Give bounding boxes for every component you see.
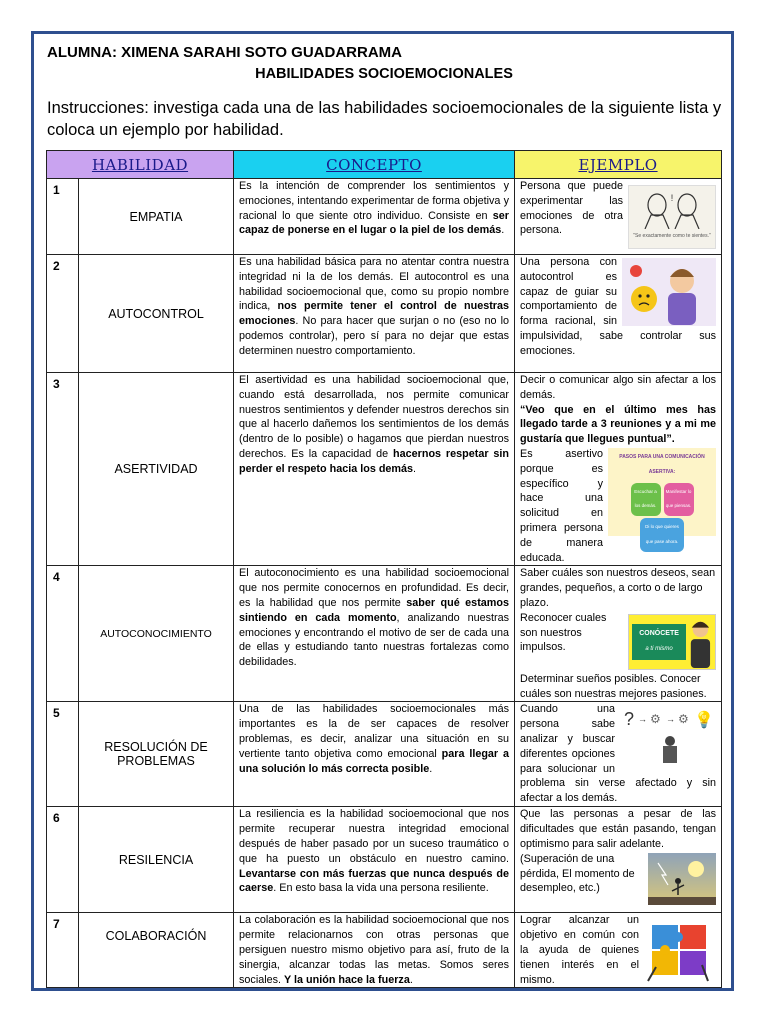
concept-cell: Es una habilidad básica para no atentar contra nuestra integridad ni la de los demás. El autocontrol es una habilidad socioemocional que, como su propio nombre indica, nos permite tener el control de nuestras emociones. No para hacer que surjan o no (eso no lo podemos controlar), pero sí para no dejar que estas determinen nuestro comportamiento. xyxy=(234,255,515,373)
concept-cell: La colaboración es la habilidad socioemocional que nos permite relacionarnos con otras personas que persiguen nuestro mismo objetivo para así, fruto de la sinergia, alcanzar todas las metas. Somos seres sociales. Y la unión hace la fuerza. xyxy=(234,913,515,988)
teamwork-puzzle-image xyxy=(644,917,716,983)
row-number: 3 xyxy=(47,373,79,566)
instructions: Instrucciones: investiga cada una de las habilidades socioemocionales de la siguiente lista y coloca un ejemplo por habilidad. xyxy=(47,99,722,139)
assertive-communication-image: PASOS PARA UNA COMUNICACIÓN ASERTIVA: Escuchar a los demás. Manifestar lo que piensas. Di lo que quieres que pase ahora. xyxy=(608,448,716,536)
problem-solving-image xyxy=(620,705,716,763)
table-row xyxy=(47,179,722,255)
example-cell: Una persona con autocontrol es capaz de guiar su comportamiento de forma racional, sin impulsividad, sabe controlar sus emociones. xyxy=(515,255,722,373)
skill-name: RESILENCIA xyxy=(79,807,234,913)
svg-text:→: → xyxy=(666,714,676,725)
skill-name: COLABORACIÓN xyxy=(79,913,234,988)
header-ejemplo: EJEMPLO xyxy=(515,151,722,179)
table-header-row xyxy=(47,151,722,179)
skill-name: ASERTIVIDAD xyxy=(79,373,234,566)
table-row xyxy=(47,373,722,566)
table-row xyxy=(47,566,722,702)
resilience-image xyxy=(648,853,716,905)
header-concepto: CONCEPTO xyxy=(234,151,515,179)
table-row xyxy=(47,702,722,807)
document-title: HABILIDADES SOCIOEMOCIONALES xyxy=(255,66,513,82)
concept-cell: El autoconocimiento es una habilidad socioemocional que nos permite conocernos en profundidad. Es decir, es la habilidad que nos permite saber qué estamos sintiendo en cada momento, analizando nuestras emociones y encontrando el motivo de ser de cada una de ellas y estudiando tanto nuestras fortalezas como debilidades. xyxy=(234,566,515,702)
example-cell: Que las personas a pesar de las dificultades que están pasando, tengan optimismo para salir adelante. (Superación de una pérdida, El momento de desempleo, etc.) xyxy=(515,807,722,913)
skill-name: AUTOCONOCIMIENTO xyxy=(79,566,234,702)
row-number: 2 xyxy=(47,255,79,373)
svg-text:?: ? xyxy=(624,709,635,730)
table-row xyxy=(47,913,722,988)
example-cell: ? → ⚙ → ⚙ 💡 Cuando una persona sabe analizar y buscar diferentes opciones para solucionar un problema sin verse afectado y sin afectar a los demás. xyxy=(515,702,722,807)
example-cell: Lograr alcanzar un objetivo en común con la ayuda de quienes tienen interés en el mismo. xyxy=(515,913,722,988)
example-cell: Decir o comunicar algo sin afectar a los demás. “Veo que en el último mes has llegado tarde a 3 reuniones y a mi me gustaría que llegues puntual”. PASOS PARA UNA COMUNICACIÓN ASERTIVA: Escuchar a los demás. Manifestar lo que piensas. Di lo que quieres que pase ahora. Es asertivo porque es específico y hace una solicitud en primera persona de manera educada. xyxy=(515,373,722,566)
concept-cell: El asertividad es una habilidad socioemocional que, cuando está desarrollada, nos permite comunicar nuestros sentimientos y defender nuestros derechos sin que al hacerlo dañemos los sentimientos de los demás (dentro de lo posible) o hagamos que pierdan nuestros derechos. Es la capacidad de hacernos respetar sin perder el respeto hacia los demás. xyxy=(234,373,515,566)
empathy-cartoon-image: ! "Se exactamente como te sientes." xyxy=(628,185,716,249)
student-name: ALUMNA: XIMENA SARAHI SOTO GUADARRAMA xyxy=(47,44,402,61)
table-row xyxy=(47,807,722,913)
skill-name: EMPATIA xyxy=(79,179,234,255)
row-number: 5 xyxy=(47,702,79,807)
row-number: 6 xyxy=(47,807,79,913)
skill-name: AUTOCONTROL xyxy=(79,255,234,373)
concept-cell: Una de las habilidades socioemocionales más importantes es la de ser capaces de resolver problemas, es decir, analizar una situación en su vertiente tanto objetiva como emocional para llegar a una solución lo más correcta posible. xyxy=(234,702,515,807)
concept-cell: La resiliencia es la habilidad socioemocional que nos permite recuperar nuestra integridad emocional después de haber pasado por un suceso traumático o que ha puesto un obstáculo en nuestro camino. Levantarse con más fuerzas que nunca después de caerse. En esto basa la vida una persona resiliente. xyxy=(234,807,515,913)
skills-table xyxy=(46,150,722,988)
angry-emoji-man-image xyxy=(622,258,716,326)
svg-text:💡: 💡 xyxy=(694,712,714,730)
svg-text:!: ! xyxy=(670,192,674,203)
svg-text:→: → xyxy=(638,714,648,725)
skill-name: RESOLUCIÓN DE PROBLEMAS xyxy=(79,702,234,807)
row-number: 4 xyxy=(47,566,79,702)
header-habilidad: HABILIDAD xyxy=(47,151,234,179)
example-cell: ! "Se exactamente como te sientes." Persona que puede experimentar las emociones de otra persona. xyxy=(515,179,722,255)
example-cell: Saber cuáles son nuestros deseos, sean grandes, pequeños, a corto o de largo plazo. CONÓCETE a ti mismo Reconocer cuales son nuestros impulsos. Determinar sueños posibles. Conocer cuáles son nuestras mejores pasiones. xyxy=(515,566,722,702)
conocete-image: CONÓCETE a ti mismo xyxy=(628,614,716,670)
row-number: 1 xyxy=(47,179,79,255)
concept-cell: Es la intención de comprender los sentimientos y emociones, intentando experimentar de forma objetiva y racional lo que siente otro individuo. Consiste en ser capaz de ponerse en el lugar o la piel de los demás. xyxy=(234,179,515,255)
row-number: 7 xyxy=(47,913,79,988)
table-row xyxy=(47,255,722,373)
svg-text:⚙: ⚙ xyxy=(678,712,689,727)
svg-text:⚙: ⚙ xyxy=(650,712,661,727)
